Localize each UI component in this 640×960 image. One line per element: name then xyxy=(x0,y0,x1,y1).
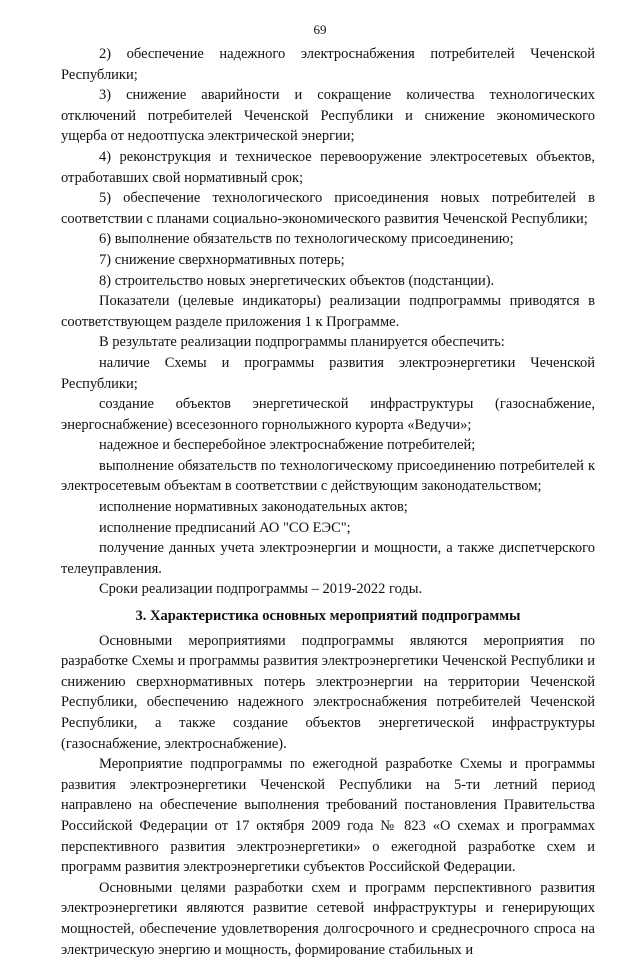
body-paragraph: Мероприятие подпрограммы по ежегодной разработке Схемы и программы развития электроэнергетики Чеченской Республики на 5-ти летний период направлено на обеспечение выполнения требований постановления Правительства Российской Федерации от 17 октября 2009 года № 823 «О схемах и программах перспективного развития электроэнергетики» о ежегодной разработке схем и программ развития электроэнергетики субъектов Российской Федерации. xyxy=(61,756,595,876)
list-item-4: 4) реконструкция и техническое перевооружение электросетевых объектов, отработавших свой нормативный срок; xyxy=(61,148,595,186)
result-item: надежное и бесперебойное электроснабжение потребителей; xyxy=(99,437,476,454)
result-item: исполнение предписаний АО "СО ЕЭС"; xyxy=(99,519,351,536)
list-item-7: 7) снижение сверхнормативных потерь; xyxy=(99,251,345,268)
indicators-paragraph: Показатели (целевые индикаторы) реализации подпрограммы приводятся в соответствующем разделе приложения 1 к Программе. xyxy=(61,293,595,330)
list-item-3: 3) снижение аварийности и сокращение количества технологических отключений потребителей Чеченской Республики и снижение экономического ущерба от недоотпуска электрической энергии; xyxy=(61,87,595,145)
page-number: 69 xyxy=(313,22,327,37)
list-item-2: 2) обеспечение надежного электроснабжения потребителей Чеченской Республики; xyxy=(61,46,595,83)
body-paragraph: Основными мероприятиями подпрограммы являются мероприятия по разработке Схемы и программы развития электроэнергетики Чеченской Республики и снижению сверхнормативных потерь электроэнергии на территории Чеченской Республики, обеспечению надежного электроснабжения потребителей Чеченской Республики, а также создание объектов энергетической инфраструктуры (газоснабжение, электроснабжение). xyxy=(61,632,595,752)
timeline-paragraph: Сроки реализации подпрограммы – 2019-2022 годы. xyxy=(99,581,423,598)
section-heading: 3. Характеристика основных мероприятий подпрограммы xyxy=(135,608,521,625)
result-item: создание объектов энергетической инфраструктуры (газоснабжение, энергоснабжение) всесезонного горнолыжного курорта «Ведучи»; xyxy=(61,396,595,433)
result-item: исполнение нормативных законодательных актов; xyxy=(99,499,408,516)
result-item: получение данных учета электроэнергии и мощности, а также диспетчерского телеуправления. xyxy=(61,540,595,577)
list-item-8: 8) строительство новых энергетических объектов (подстанции). xyxy=(99,272,495,289)
result-item: наличие Схемы и программы развития электроэнергетики Чеченской Республики; xyxy=(61,354,595,392)
results-intro-paragraph: В результате реализации подпрограммы планируется обеспечить: xyxy=(99,334,505,351)
list-item-5: 5) обеспечение технологического присоединения новых потребителей в соответствии с планами социально-экономического развития Чеченской Республики; xyxy=(61,190,595,227)
result-item: выполнение обязательств по технологическому присоединению потребителей к электросетевым объектам в соответствии с действующим законодательством; xyxy=(61,457,595,495)
body-paragraph: Основными целями разработки схем и программ перспективного развития электроэнергетики являются развитие сетевой инфраструктуры и генерирующих мощностей, обеспечение удовлетворения долгосрочного и среднесрочного спроса на электрическую энергию и мощность, формирование стабильных и xyxy=(61,879,595,958)
document-body xyxy=(61,44,595,960)
list-item-6: 6) выполнение обязательств по технологическому присоединению; xyxy=(99,231,514,248)
